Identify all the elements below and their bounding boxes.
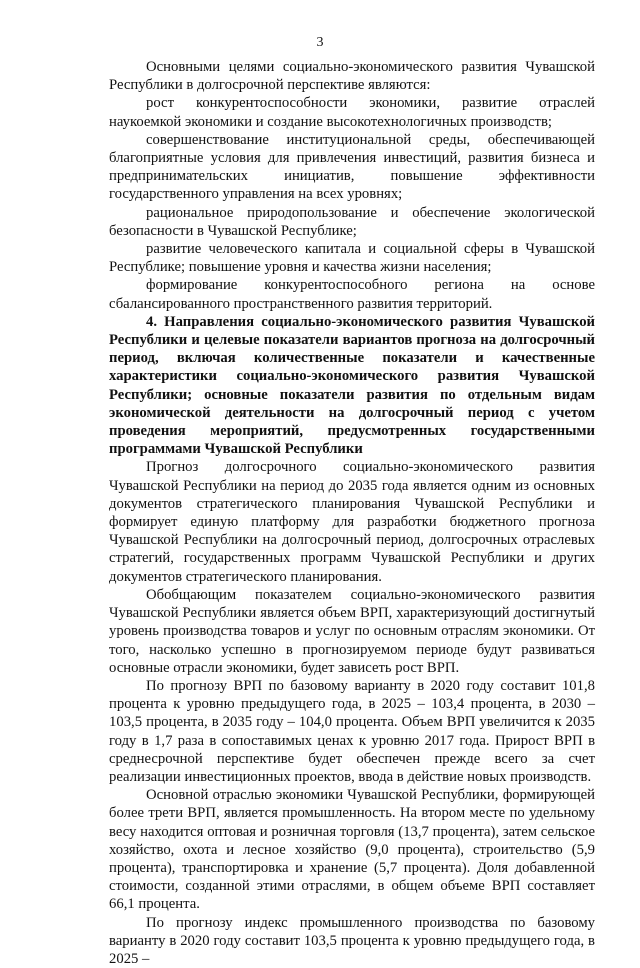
paragraph-industrial-forecast: По прогнозу индекс промышленного производства по базовому варианту в 2020 году составит 103,5 процента к уровню предыдущего года, в 2025 – [109,914,595,967]
paragraph-goal-ecology: рациональное природопользование и обеспечение экологической безопасности в Чувашской Республике; [109,204,595,239]
paragraph-goal-institutions: совершенствование институциональной среды, обеспечивающей благоприятные условия для привлечения инвестиций, развития бизнеса и предпринимательских инициатив, повышение эффективности государственного управления на всех уровнях; [109,131,595,203]
paragraph-goal-human-capital: развитие человеческого капитала и социальной сферы в Чувашской Республике; повышение уровня и качества жизни населения; [109,241,595,276]
document-body [109,58,595,968]
paragraph-grp-indicator: Обобщающим показателем социально-экономического развития Чувашской Республики является объем ВРП, характеризующий достигнутый уровень производства товаров и услуг по основным отраслям экономики. От того, насколько успешно в прогнозируемом периоде будут развиваться основные отрасли экономики, будет зависеть рост ВРП. [109,586,595,676]
paragraph-grp-forecast: По прогнозу ВРП по базовому варианту в 2020 году составит 101,8 процента к уровню предыдущего года, в 2025 – 103,4 процента, в 2030 – 103,5 процента, в 2035 году – 104,0 процента. Объем ВРП увеличится к 2035 году в 1,7 раза в сопоставимых ценах к уровню 2017 года. Прирост ВРП в среднесрочной перспективе будет обеспечен прежде всего за счет реализации инвестиционных проектов, ввода в действие новых производств. [109,677,595,785]
paragraph-goal-competitiveness: рост конкурентоспособности экономики, развитие отраслей наукоемкой экономики и создание высокотехнологичных производств; [109,95,595,130]
paragraph-economy-structure: Основной отраслью экономики Чувашской Республики, формирующей более трети ВРП, является промышленность. На втором месте по удельному весу находится оптовая и розничная торговля (13,7 процента), затем сельское хозяйство, охота и лесное хозяйство (9,0 процента), строительство (5,9 процента), транспортировка и хранение (5,7 процента). Доля добавленной стоимости, созданной этими отраслями, в общем объеме ВРП составляет 66,1 процента. [109,787,595,913]
page-number: 3 [316,35,324,50]
paragraph-goal-regional-development: формирование конкурентоспособного региона на основе сбалансированного пространственного развития территорий. [109,277,595,312]
paragraph-forecast-overview: Прогноз долгосрочного социально-экономического развития Чувашской Республики на период до 2035 года является одним из основных документов стратегического планирования Чувашской Республики и формирует единую платформу для разработки бюджетного прогноза Чувашской Республики на долгосрочный период, долгосрочных отраслевых стратегий, государственных программ Чувашской Республики и других документов стратегического планирования. [109,459,595,585]
paragraph-goals-intro: Основными целями социально-экономического развития Чувашской Республики в долгосрочной перспективе являются: [109,59,595,94]
section-heading-4: 4. Направления социально-экономического развития Чувашской Республики и целевые показатели вариантов прогноза на долгосрочный период, включая количественные показатели и качественные характеристики социально-экономического развития Чувашской Республики; основные показатели развития по отдельным видам экономической деятельности на долгосрочный период с учетом проведения мероприятий, предусмотренных государственными программами Чувашской Республики [109,313,595,458]
